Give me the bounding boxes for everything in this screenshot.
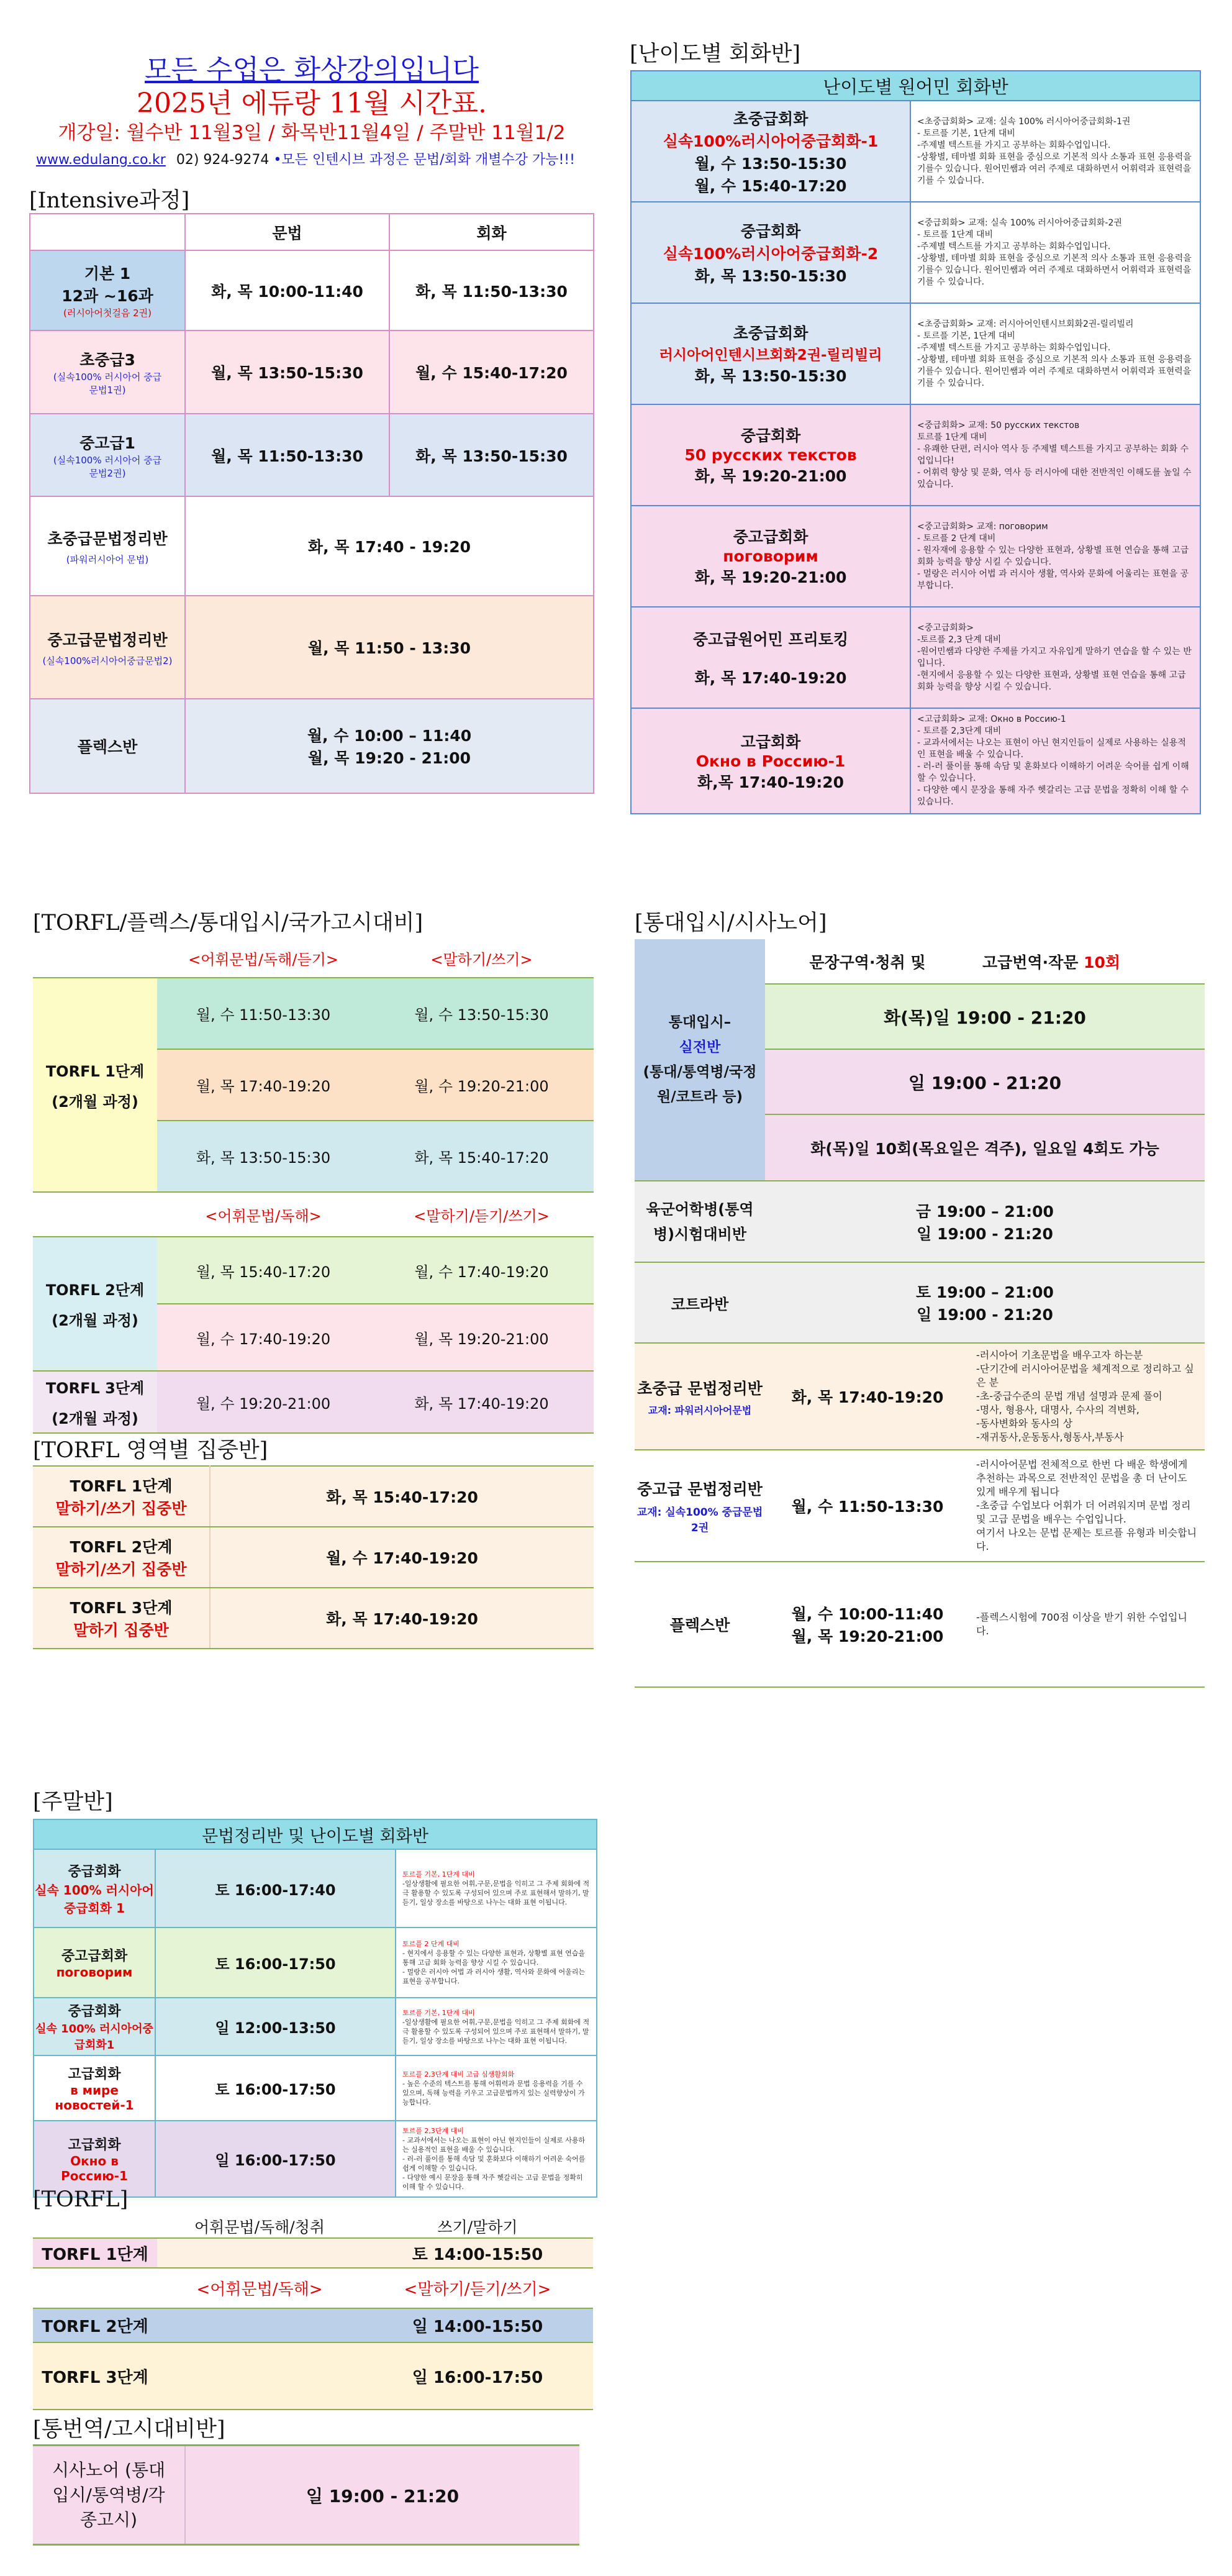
- torfl-h1a: <어휘문법/독해/듣기>: [157, 939, 369, 978]
- tong-time: 화, 목 17:40-19:20: [765, 1343, 970, 1450]
- desc-line: <중고급회화> 교재: поговорим: [917, 521, 1048, 532]
- merged-time: 월, 목 11:50 - 13:30: [185, 596, 594, 699]
- level-name: 고급회화: [740, 732, 801, 751]
- desc-line: - 멀랑은 러시아 어법 과 러시아 생활, 역사와 문화에 어울리는 표현을 공부합니다.: [917, 568, 1189, 591]
- table-row: [30, 330, 594, 414]
- intensive-table: [29, 213, 594, 794]
- desc-line: -명사, 형용사, 대명사, 수사의 격변화,: [976, 1404, 1139, 1416]
- desc-line: - 러-러 풀이를 통해 속담 및 훈화보다 이해하기 어려운 숙어를 쉽게 이해할 수 있습니다.: [402, 2155, 586, 2172]
- table-row: [34, 1998, 597, 2055]
- desc-line: 여기서 나오는 문법 문제는 토르플 유형과 비슷합니다.: [976, 1527, 1197, 1552]
- torfl-time: 월, 수 19:20-21:00: [369, 1049, 594, 1121]
- level-book: поговорим: [723, 547, 818, 565]
- level-desc: [910, 303, 1200, 404]
- level-book: Окно в Россию-1: [695, 752, 846, 770]
- desc-line: -주제별 텍스트를 가지고 공부하는 회화수업입니다.: [917, 140, 1111, 150]
- table-row: [33, 2446, 579, 2545]
- desc-line: - 토르플 2,3단계 대비: [917, 726, 1002, 736]
- torfl-stage: TORFL 1단계: [45, 1062, 145, 1080]
- zone-time: 화, 목 17:40-19:20: [210, 1588, 594, 1649]
- level-desc: [910, 506, 1200, 607]
- course-name: 플렉스반: [77, 738, 138, 756]
- header-note: •모든 인텐시브 과정은 문법/회화 개별수강 가능!!!: [273, 152, 575, 168]
- course-book: (파워러시아어 문법): [66, 553, 149, 565]
- table-row: [631, 607, 1200, 708]
- desc-line: -단기간에 러시아어문법을 체계적으로 정리하고 싶은 분: [976, 1363, 1194, 1388]
- level-desc: [910, 202, 1200, 303]
- zone-time: 월, 수 17:40-19:20: [210, 1527, 594, 1588]
- tong-h-right-red: 10회: [1084, 953, 1121, 972]
- tong-name: 플렉스반: [635, 1562, 765, 1687]
- desc-line: <고급회화> 교재: Окно в Россию-1: [917, 714, 1066, 724]
- desc-line: - 러-러 풀이를 통해 속담 및 훈화보다 이해하기 어려운 숙어를 쉽게 이해할 수 있습니다.: [917, 762, 1189, 783]
- desc-line: <초중급회화> 교재: 실속 100% 러시아어중급회화-1권: [917, 116, 1131, 127]
- level-name: 중급회화: [740, 222, 801, 240]
- grammar-time: 월, 목 11:50-13:30: [185, 414, 389, 496]
- table-row: [631, 708, 1200, 814]
- torfl-table: [33, 939, 594, 1434]
- tong-name: 초중급 문법정리반: [637, 1379, 763, 1398]
- tong-h-left: 문장구역·청취 및: [765, 939, 970, 984]
- conv-time: 화, 목 11:50-13:30: [389, 250, 594, 330]
- desc-line: -토르플 2,3 단계 대비: [917, 634, 1002, 645]
- course-name: 중고급1: [79, 434, 135, 452]
- table-row: [635, 1262, 1205, 1343]
- desc-line: -러시아어 기초문법을 배우고자 하는분: [976, 1349, 1143, 1361]
- torfl-time: 월, 수 17:40-19:20: [369, 1237, 594, 1304]
- course-name: 초중급3: [79, 351, 135, 369]
- desc-line: <초중급회화> 교재: 러시아어인텐시브회화2권-릴리빌리: [917, 319, 1134, 329]
- table-row: [34, 2121, 597, 2197]
- weekend-book: поговорим: [56, 1965, 133, 1980]
- level-name: 중고급회화: [733, 528, 808, 546]
- torfl-duration: (2개월 과정): [52, 1410, 138, 1427]
- tong-time-2: 일 19:00 - 21:20: [917, 1224, 1053, 1243]
- level-time: 화,목 17:40-19:20: [697, 773, 845, 791]
- table-row: [631, 404, 1200, 506]
- weekend-desc: [396, 2121, 597, 2197]
- level-desc: [910, 101, 1200, 202]
- conv-time: 월, 수 15:40-17:20: [389, 330, 594, 414]
- torfl-time: 월, 목 17:40-19:20: [157, 1049, 369, 1121]
- desc-line: - 토르플 기본, 1단계 대비: [917, 128, 1015, 139]
- level-time-2: 월, 수 15:40-17:20: [694, 176, 847, 195]
- torfl-stage: TORFL 2단계: [45, 1281, 145, 1299]
- torfl-time: 월, 수 19:20-21:00: [157, 1371, 369, 1433]
- table-row: [33, 1466, 594, 1527]
- desc-line: - 토르플 2 단계 대비: [917, 533, 996, 544]
- torfl2-time: 일 14:00-15:50: [362, 2308, 593, 2342]
- weekend-book: Окно в Россию-1: [61, 2154, 128, 2183]
- torfl-duration: (2개월 과정): [52, 1093, 138, 1111]
- table-row: [33, 1588, 594, 1649]
- header-line1: 모든 수업은 화상강의입니다: [144, 54, 479, 86]
- torfl-time: 월, 수 17:40-19:20: [157, 1304, 369, 1371]
- level-name: 중급회화: [740, 427, 801, 445]
- tong-name-sub: (통대/통역병/국정원/코트라 등): [643, 1064, 757, 1105]
- zone-title: [TORFL 영역별 집중반]: [33, 1438, 268, 1463]
- torfl-h2b: <말하기/듣기/쓰기>: [369, 1192, 594, 1237]
- level-table: [630, 70, 1201, 814]
- desc-line: - 다양한 예시 문장을 통해 자주 헷갈리는 고급 문법을 정확히 이해 할 수 있습니다.: [917, 785, 1189, 807]
- torfl-time: 화, 목 15:40-17:20: [369, 1121, 594, 1192]
- desc-line: -주제별 텍스트를 가지고 공부하는 회화수업입니다.: [917, 342, 1111, 353]
- header-line3: 개강일: 월수반 11월3일 / 화목반11월4일 / 주말반 11월1/2: [58, 122, 566, 144]
- torfl-time: 화, 목 17:40-19:20: [369, 1371, 594, 1433]
- header-line2: 2025년 에듀랑 11월 시간표.: [137, 88, 487, 119]
- tong-time: 월, 수 11:50-13:30: [765, 1450, 970, 1562]
- torfl2-h1b: 쓰기/말하기: [362, 2215, 593, 2238]
- desc-line: -주제별 텍스트를 가지고 공부하는 회화수업입니다.: [917, 241, 1111, 252]
- zone-stage: TORFL 3단계: [70, 1599, 173, 1617]
- level-name: 초중급회화: [733, 109, 808, 128]
- level-time: 화, 목 19:20-21:00: [694, 467, 847, 485]
- course-name: 기본 1: [84, 265, 131, 283]
- zone-focus: 말하기 집중반: [73, 1621, 169, 1639]
- torfl-time: 화, 목 13:50-15:30: [157, 1121, 369, 1192]
- weekend-time: 토 16:00-17:50: [155, 2055, 396, 2121]
- zone-focus: 말하기/쓰기 집중반: [55, 1500, 187, 1518]
- tong-h-right: 고급번역·작문: [982, 953, 1079, 972]
- tong-title: [통대입시/시사노어]: [635, 911, 827, 935]
- torfl2-title: [TORFL]: [33, 2187, 129, 2212]
- table-row: [631, 303, 1200, 404]
- tong2-time: 일 19:00 - 21:20: [185, 2446, 579, 2545]
- level-name: 중고급원어민 프리토킹: [692, 630, 849, 649]
- course-book: (러시아어첫걸음 2권): [63, 307, 152, 319]
- torfl-time: 월, 수 11:50-13:30: [157, 978, 369, 1049]
- weekend-name: 중고급회화: [61, 1949, 128, 1964]
- desc-line: - 토르플 기본, 1단계 대비: [917, 330, 1015, 341]
- torfl2-h2b: <말하기/듣기/쓰기>: [362, 2268, 593, 2308]
- torfl-h2a: <어휘문법/독해>: [157, 1192, 369, 1237]
- weekend-time: 일 12:00-13:50: [155, 1998, 396, 2055]
- course-name2: 12과 ~16과: [61, 287, 153, 305]
- tong2-name: 시사노어 (통대입시/통역병/각종고시): [33, 2446, 185, 2545]
- weekend-desc: [396, 1927, 597, 1998]
- torfl-duration: (2개월 과정): [52, 1312, 138, 1329]
- torfl2-table: [33, 2215, 593, 2410]
- desc-line: -일상생활에 필요한 어휘,구문,문법을 익히고 그 주제 회화에 적극 활용할 수 있도록 구성되어 있으며 주로 표현해서 말하기, 말듣기, 일상 장소를 바탕으로 나누는 대화 표현 이됩니다.: [402, 1880, 590, 1906]
- tong-name: 중고급 문법정리반: [637, 1480, 763, 1498]
- table-row: [635, 1181, 1205, 1262]
- website-link[interactable]: www.edulang.co.kr: [36, 152, 166, 168]
- tong-name-blue: 실전반: [679, 1039, 721, 1055]
- weekend-time: 토 16:00-17:40: [155, 1849, 396, 1927]
- tong-name: 통대입시–: [668, 1014, 732, 1031]
- tong-desc: -플렉스시험에 700점 이상을 받기 위한 수업입니다.: [970, 1562, 1205, 1687]
- level-time: 화, 목 19:20-21:00: [694, 568, 847, 586]
- level-desc: [910, 708, 1200, 814]
- table-row: [631, 202, 1200, 303]
- header-contact: [36, 151, 595, 170]
- torfl2-stage: TORFL 3단계: [33, 2342, 157, 2410]
- torfl2-h1a: 어휘문법/독해/청취: [157, 2215, 362, 2238]
- level-book: 50 русских текстов: [684, 446, 857, 464]
- torfl-h1b: <말하기/쓰기>: [369, 939, 594, 978]
- grammar-time: 화, 목 10:00-11:40: [185, 250, 389, 330]
- table-row: [30, 250, 594, 330]
- zone-table: [33, 1465, 594, 1649]
- zone-stage: TORFL 1단계: [70, 1477, 173, 1495]
- desc-line: 토르플 2,3단계 대비: [402, 2127, 464, 2135]
- tong-time: 토 19:00 – 21:00: [916, 1283, 1054, 1301]
- desc-line: - 교과서에서는 나오는 표현이 아닌 현지인들이 실제로 사용하는 실용적인 표현을 배울 수 있습니다.: [917, 738, 1186, 760]
- desc-line: -상황별, 테마별 회화 표현을 중심으로 기본적 의사 소통과 표현 응용력을 기를수 있습니다. 원어민쌤과 여러 주제로 대화하면서 어휘력과 표현력을 기를 수 있습니다.: [917, 152, 1192, 186]
- level-time: 화, 목 13:50-15:30: [694, 367, 847, 385]
- desc-line: -초중급 수업보다 어휘가 더 어려워지며 문법 정리 및 고급 문법을 배우는 수업입니다.: [976, 1500, 1191, 1525]
- desc-line: -일상생활에 필요한 어휘,구문,문법을 익히고 그 주제 회화에 적극 활용할 수 있도록 구성되어 있으며 주로 표현해서 말하기, 말듣기, 일상 장소를 바탕으로 나누는 대화 표현 이됩니다.: [402, 2018, 590, 2045]
- level-header: 난이도별 원어민 회화반: [631, 71, 1200, 101]
- level-book: 실속100%러시아어중급회화-2: [663, 244, 879, 263]
- weekend-book: в мире новостей-1: [55, 2083, 134, 2113]
- desc-line: - 현지에서 응용할 수 있는 다양한 표현과, 상황별 표현 연습을 통해 고급 회화 능력을 향상 시킬 수 있습니다.: [402, 1949, 585, 1967]
- desc-line: - 어휘력 향상 및 문화, 역사 등 러시아에 대한 전반적인 이해도를 높일 수 있습니다.: [917, 467, 1192, 489]
- desc-line: <중고급회화>: [917, 622, 974, 633]
- weekend-desc: [396, 2055, 597, 2121]
- tong-book: 교재: 실속100% 중급문법 2권: [636, 1506, 763, 1534]
- level-name: 초중급회화: [733, 324, 808, 342]
- tong-time-2: 월, 목 19:20-21:00: [791, 1627, 944, 1645]
- zone-focus: 말하기/쓰기 집중반: [55, 1560, 187, 1578]
- table-row: [30, 496, 594, 596]
- level-desc: [910, 607, 1200, 708]
- weekend-name: 중급회화: [68, 2004, 121, 2019]
- torfl-time: 월, 목 19:20-21:00: [369, 1304, 594, 1371]
- weekend-header: 문법정리반 및 난이도별 회화반: [34, 1819, 597, 1849]
- level-book: 러시아어인텐시브회화2권-릴리빌리: [659, 347, 882, 363]
- desc-line: 토르플 기본, 1단계 대비: [402, 1870, 475, 1878]
- merged-time: 월, 수 10:00 – 11:40: [307, 727, 472, 745]
- table-row: [34, 1927, 597, 1998]
- level-desc: [910, 404, 1200, 506]
- tong2-table: [33, 2444, 579, 2546]
- tong-desc: [970, 1343, 1205, 1450]
- tong-book: 교재: 파워러시아어문법: [648, 1404, 752, 1416]
- weekend-time: 일 16:00-17:50: [155, 2121, 396, 2197]
- torfl2-h2a: <어휘문법/독해>: [157, 2268, 362, 2308]
- weekend-book: 실속 100% 러시아어중급회화1: [35, 2023, 153, 2052]
- desc-line: - 교과서에서는 나오는 표현이 아닌 현지인들이 실제로 사용하는 실용적인 표현을 배울 수 있습니다.: [402, 2136, 586, 2154]
- table-row: [30, 596, 594, 699]
- table-row: [30, 414, 594, 496]
- tong-table: [635, 939, 1205, 1688]
- course-name: 초중급문법정리반: [47, 529, 168, 548]
- desc-line: -상황별, 테마별 회화 표현을 중심으로 기본적 의사 소통과 표현 응용력을 기를수 있습니다. 원어민쌤과 여러 주제로 대화하면서 어휘력과 표현력을 기를 수 있습니다.: [917, 253, 1192, 287]
- torfl-time: 월, 수 13:50-15:30: [369, 978, 594, 1049]
- intensive-col-conv: 회화: [389, 214, 594, 250]
- desc-line: - 멀랑은 러시아 어법 과 러시아 생활, 역사와 문화에 어울리는 표현을 공부합니다.: [402, 1968, 585, 1985]
- desc-line: - 유쾌한 단편, 러시아 역사 등 주제별 텍스트를 가지고 공부하는 회화 수업입니다!: [917, 444, 1189, 466]
- course-book: (실속100% 러시아어 중급문법1권): [53, 371, 162, 396]
- zone-stage: TORFL 2단계: [70, 1538, 173, 1556]
- torfl-title: [TORFL/플렉스/통대입시/국가고시대비]: [33, 911, 424, 935]
- weekend-book: 실속 100% 러시아어중급회화 1: [35, 1882, 154, 1916]
- level-time: 화, 목 17:40-19:20: [694, 668, 847, 687]
- desc-line: - 원자재에 응용할 수 있는 다양한 표현과, 상황별 표현 연습을 통해 고급 회화 능력을 향상 시킬 수 있습니다.: [917, 545, 1189, 567]
- zone-time: 화, 목 15:40-17:20: [210, 1466, 594, 1527]
- level-time: 화, 목 13:50-15:30: [694, 266, 847, 285]
- weekend-time: 토 16:00-17:50: [155, 1927, 396, 1998]
- weekend-name: 고급회화: [68, 2137, 121, 2153]
- table-row: [34, 2055, 597, 2121]
- torfl2-time: 토 14:00-15:50: [362, 2238, 593, 2268]
- desc-line: <중급회화> 교재: 50 русских текстов: [917, 420, 1080, 430]
- tong-time-2: 일 19:00 - 21:20: [917, 1306, 1053, 1324]
- table-row: [635, 1562, 1205, 1687]
- table-row: [631, 101, 1200, 202]
- merged-time-2: 월, 목 19:20 - 21:00: [307, 749, 471, 767]
- weekend-name: 고급회화: [68, 2067, 121, 2082]
- desc-line: -상황별, 테마별 회화 표현을 중심으로 기본적 의사 소통과 표현 응용력을 기를수 있습니다. 원어민쌤과 여러 주제로 대화하면서 어휘력과 표현력을 기를 수 있습니다.: [917, 354, 1192, 388]
- tong-time: 금 19:00 – 21:00: [916, 1202, 1054, 1221]
- torfl-time: 월, 목 15:40-17:20: [157, 1237, 369, 1304]
- table-row: [631, 506, 1200, 607]
- level-title: [난이도별 회화반]: [630, 42, 801, 66]
- desc-line: -초-중급수준의 문법 개념 설명과 문제 풀이: [976, 1390, 1162, 1402]
- desc-line: <중급회화> 교재: 실속 100% 러시아어중급회화-2권: [917, 217, 1122, 228]
- torfl-stage: TORFL 3단계: [45, 1380, 145, 1397]
- desc-line: - 다양한 예시 문장을 통해 자주 헷갈리는 고급 문법을 정확히 이해 할 수 있습니다.: [402, 2173, 583, 2191]
- desc-line: -원어민쌤과 다양한 주제를 가지고 자유입게 말하기 연습을 할 수 있는 반입니다.: [917, 646, 1192, 668]
- weekend-title: [주말반]: [33, 1790, 113, 1814]
- merged-time: 화, 목 17:40 - 19:20: [185, 496, 594, 596]
- torfl2-stage: TORFL 1단계: [33, 2238, 157, 2268]
- table-row: [30, 699, 594, 793]
- tong-desc: [970, 1450, 1205, 1562]
- level-book: 실속100%러시아어중급회화-1: [663, 132, 879, 150]
- course-name: 중고급문법정리반: [47, 630, 168, 649]
- intensive-title: [Intensive과정]: [29, 188, 190, 213]
- torfl2-time: 일 16:00-17:50: [362, 2342, 593, 2410]
- weekend-name: 중급회화: [68, 1864, 121, 1880]
- desc-line: -동사변화와 동사의 상: [976, 1418, 1073, 1429]
- tong-time: 월, 수 10:00-11:40: [791, 1605, 944, 1623]
- desc-line: - 토르플 1단계 대비: [917, 229, 993, 240]
- desc-line: -러시아어문법 전체적으로 한번 다 배운 학생에게 추천하는 과목으로 전반적인 문법을 총 더 난이도 있게 배우게 됩니다: [976, 1459, 1188, 1498]
- table-row: [34, 1849, 597, 1927]
- intensive-col-grammar: 문법: [185, 214, 389, 250]
- phone-number: 02) 924-9274: [176, 152, 270, 168]
- desc-line: 토르플 기본, 1단계 대비: [402, 2008, 475, 2017]
- torfl2-stage: TORFL 2단계: [33, 2308, 157, 2342]
- grammar-time: 월, 목 13:50-15:30: [185, 330, 389, 414]
- conv-time: 화, 목 13:50-15:30: [389, 414, 594, 496]
- tong-time: 화(목)일 10회(목요일은 격주), 일요일 4회도 가능: [765, 1114, 1205, 1181]
- tong-time: 화(목)일 19:00 - 21:20: [765, 984, 1205, 1049]
- weekend-desc: [396, 1849, 597, 1927]
- table-row: [33, 1527, 594, 1588]
- table-row: [635, 1450, 1205, 1562]
- course-book: (실속100%러시아어중급문법2): [42, 655, 173, 667]
- desc-line: 토르플 2,3단계 대비 고급 심생활회화: [402, 2070, 515, 2078]
- tong-name: 육군어학병(통역병)시험대비반: [635, 1181, 765, 1262]
- desc-line: -현지에서 응용할 수 있는 다양한 표현과, 상황별 표현 연습을 통해 고급 회화 능력을 향상 시킬 수 있습니다.: [917, 670, 1186, 692]
- level-time: 월, 수 13:50-15:30: [694, 154, 847, 173]
- desc-line: 토르플 1단계 대비: [917, 432, 987, 442]
- desc-line: -재귀동사,운동동사,형동사,부동사: [976, 1431, 1124, 1443]
- desc-line: - 높은 수준의 텍스트를 통해 어휘력과 문법 응용력을 기를 수 있으며, 독해 능력을 키우고 고급문법까지 있는 실력향상이 가능합니다.: [402, 2079, 585, 2106]
- tong-name: 코트라반: [635, 1262, 765, 1343]
- table-row: [635, 1343, 1205, 1450]
- tong-time: 일 19:00 - 21:20: [765, 1049, 1205, 1114]
- course-book: (실속100% 러시아어 중급문법2권): [53, 454, 162, 479]
- desc-line: 토르플 2 단계 대비: [402, 1940, 460, 1948]
- tong2-title: [통번역/고시대비반]: [33, 2417, 225, 2442]
- weekend-desc: [396, 1998, 597, 2055]
- weekend-table: [33, 1819, 597, 2198]
